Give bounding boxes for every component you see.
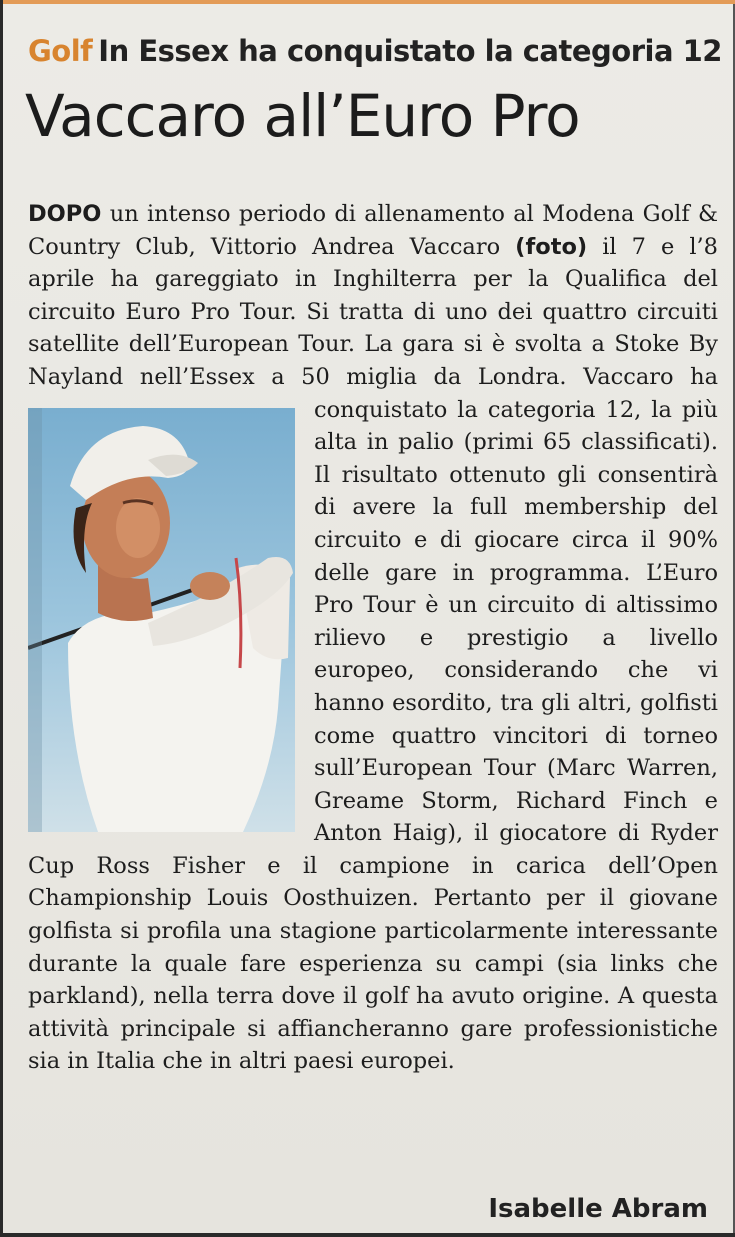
golfer-photo [28,408,295,832]
article-intro: un intenso periodo di allenamento al Modena Golf & Country Club, Vittorio Andrea Vaccaro [28,201,718,260]
foto-reference: (foto) [515,233,588,260]
section-label: Golf [28,34,93,68]
golfer-photo-illustration [28,408,295,832]
lead-word: DOPO [28,201,102,227]
headline: Vaccaro all’Euro Pro [25,82,580,150]
byline: Isabelle Abram [488,1194,708,1224]
top-rule [3,0,735,4]
article-body-rest: categoria 12, la più alta in palio (primi 65 classificati). Il risultato ottenuto gli consentirà di avere la full membership del circuito e di giocare circa il 90% delle gare in programma. L’Euro Pro Tour è un circuito di altissimo rilievo e prestigio a livello europeo, considerando che vi hanno esordito, tra gli altri, golfisti come quattro vincitori di torneo sull’European Tour (Marc Warren, Greame Storm, Richard Finch e Anton Haig), il giocatore di Ryder Cup Ross Fisher e il campione in carica dell’Open Championship Louis Oosthuizen. Pertanto per il giovane golfista si profila una stagione particolarmente interessante durante la quale fare esperienza su campi (sia links che parkland), nella terra dove il golf ha avuto origine. A questa attività principale si affiancheranno gare professionistiche sia in Italia che in altri paesi europei. [28,396,718,1075]
article-intro-rest: il 7 e l’8 aprile ha gareggiato in Inghilterra per la Qualifica del circuito Euro Pro Tour. Si tratta di uno dei quattro circuiti satellite dell’European Tour. La gara si è svolta a Stoke By Nayland nell’Essex a 50 miglia da Londra. Vaccaro ha conquistato la [28,233,718,423]
bottom-rule [3,1233,735,1237]
kicker [28,34,722,68]
article-body [28,198,718,1078]
kicker-subtitle: In Essex ha conquistato la categoria 12 [98,34,722,68]
